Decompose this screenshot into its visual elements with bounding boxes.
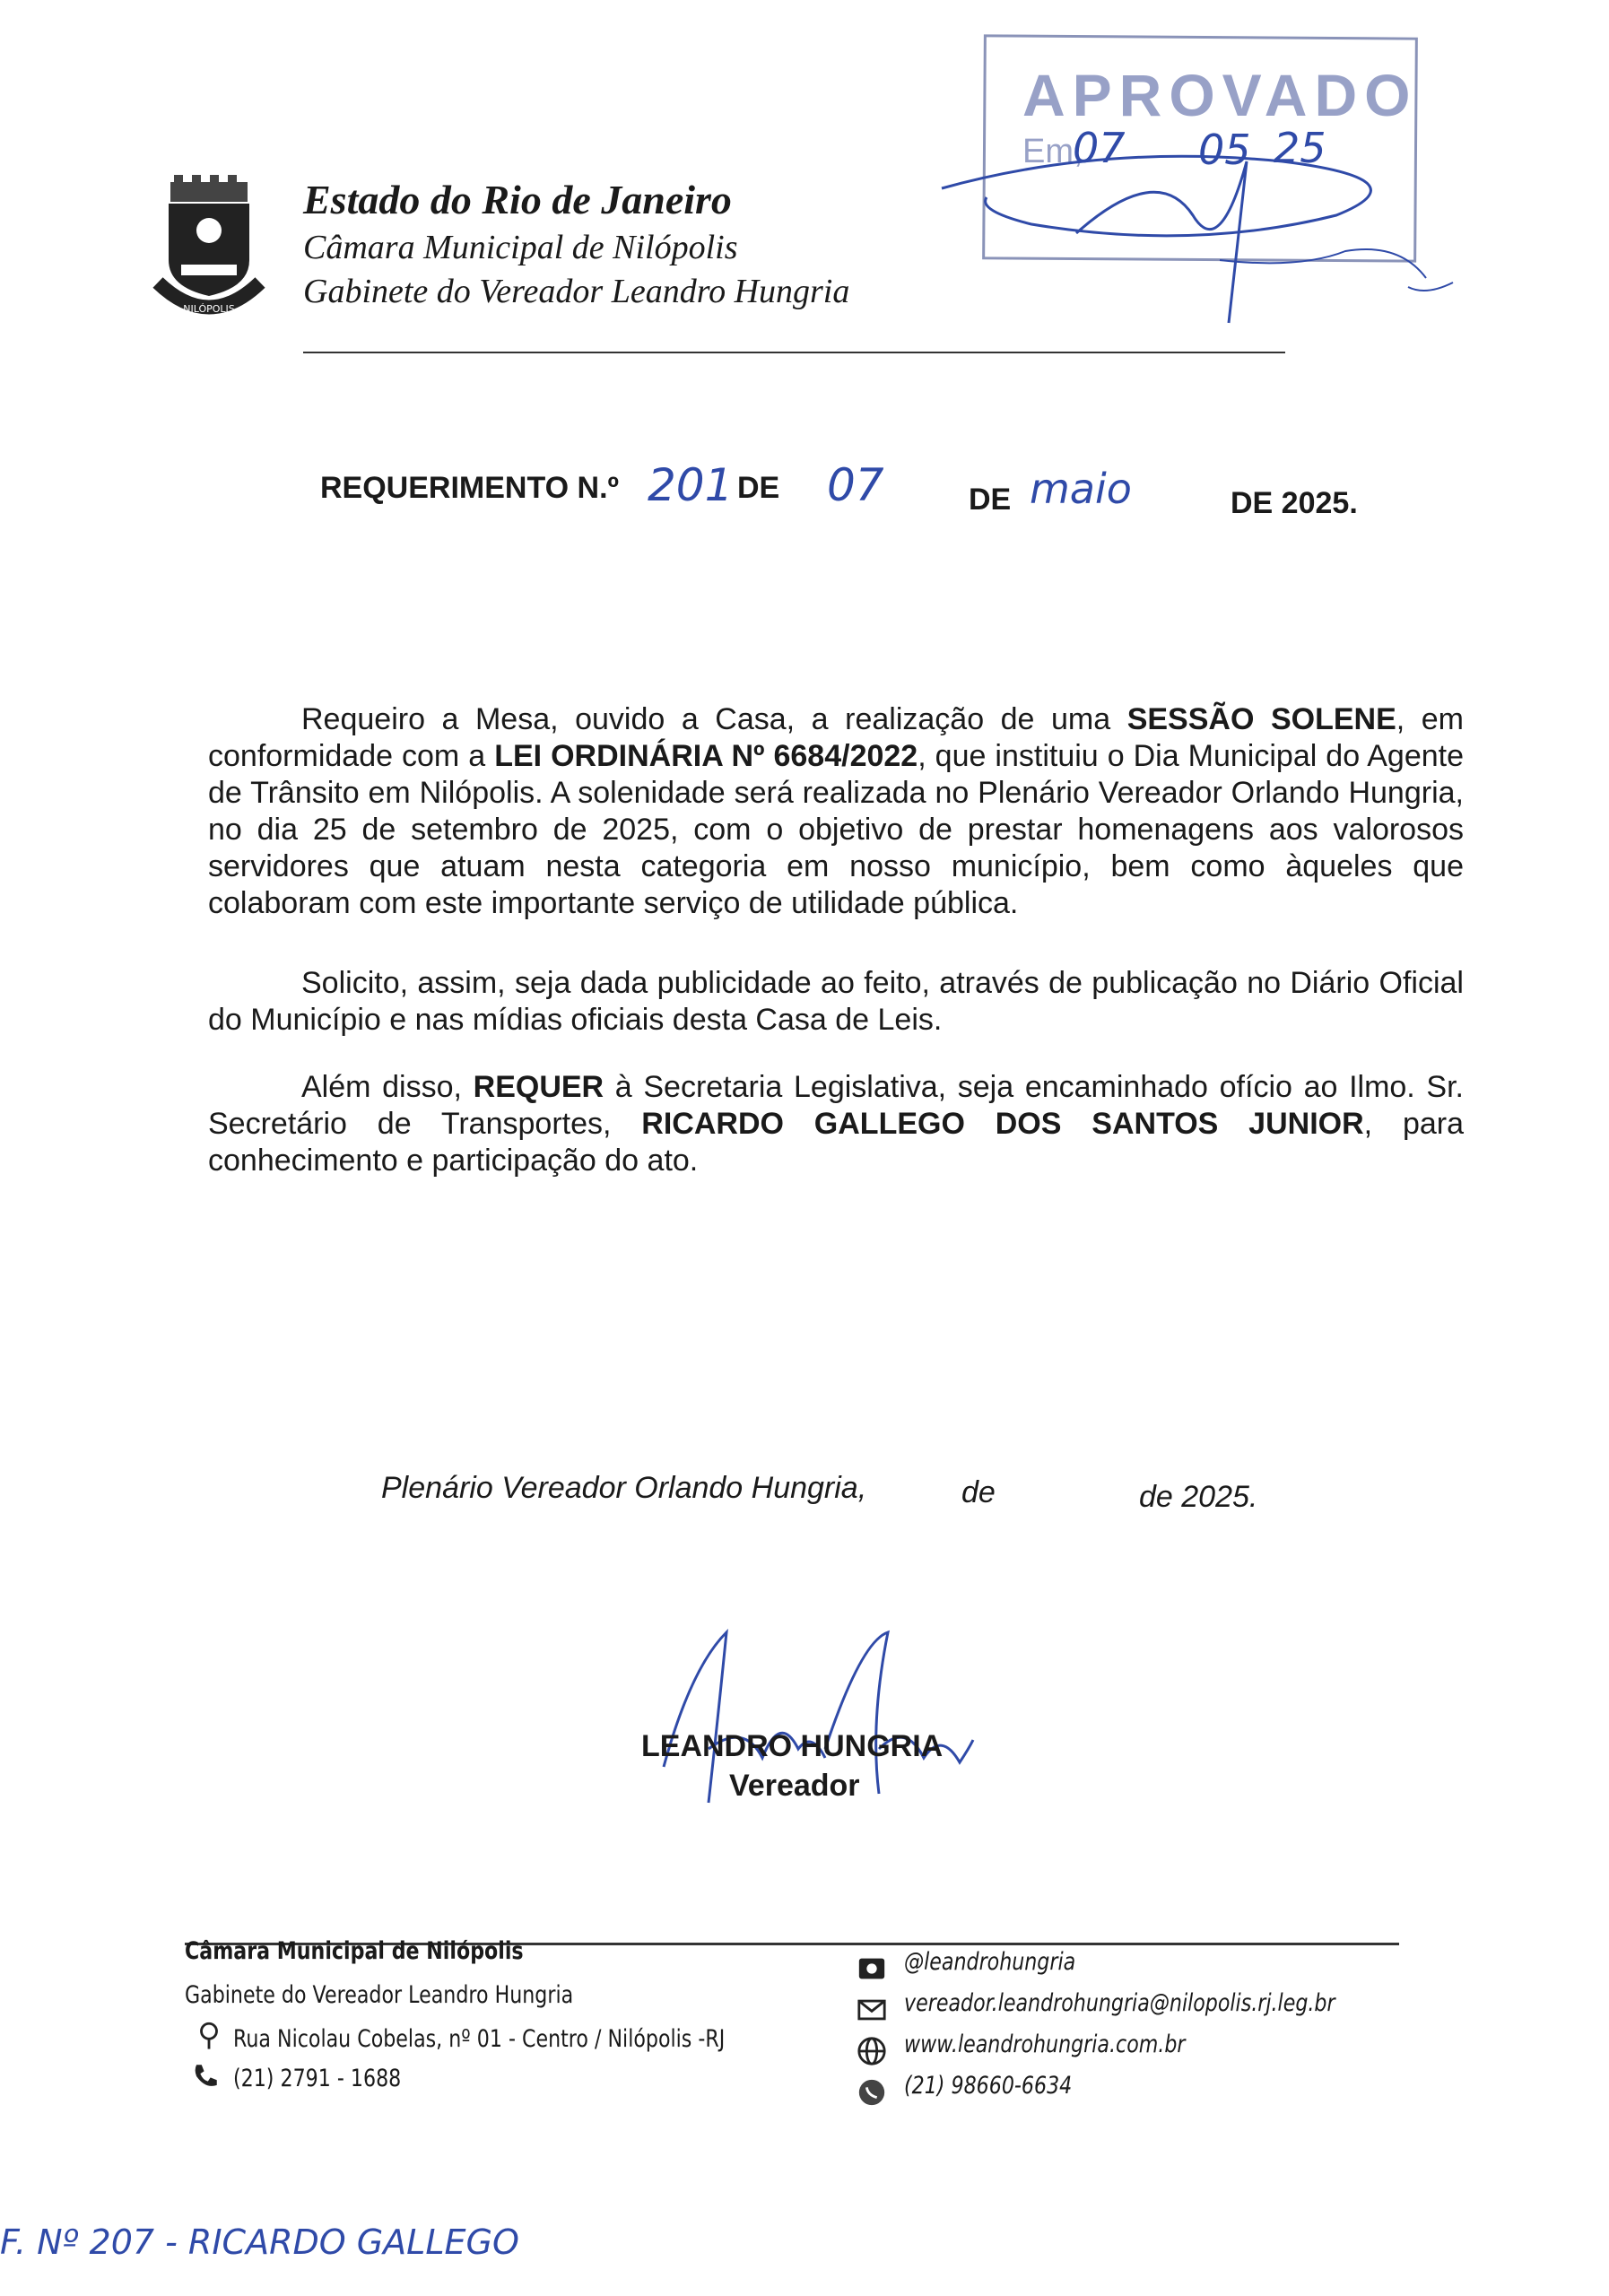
- handwritten-note: F. Nº 207 - RICARDO GALLEGO: [0, 2222, 519, 2262]
- footer-office: Gabinete do Vereador Leandro Hungria: [185, 1981, 574, 2009]
- request-year: DE 2025.: [1231, 486, 1358, 520]
- whatsapp-icon: [857, 2077, 887, 2108]
- body-paragraph-1: Requeiro a Mesa, ouvido a Casa, a realização de uma SESSÃO SOLENE, em conformidade com a LEI ORDINÁRIA Nº 6684/2022, que instituiu o Dia Municipal do Agente de Trânsito em Nilópolis. A solenidade será realizada no Plenário Vereador Orlando Hungria, no dia 25 de setembro de 2025, com o objetivo de prestar homenagens aos valorosos servidores que atuam nesta categoria em nosso município, bem como àqueles que colaboram com este importante serviço de utilidade pública.: [208, 702, 1465, 920]
- stamp-signature-scribble: [924, 108, 1462, 341]
- email-icon: [857, 1995, 887, 2025]
- stamp-day: 07: [1073, 124, 1126, 172]
- stamp-approved-label: APROVADO: [1022, 62, 1418, 128]
- closing-de: de: [961, 1475, 996, 1509]
- signer-role: Vereador: [729, 1769, 860, 1803]
- closing-place: Plenário Vereador Orlando Hungria,: [381, 1471, 867, 1505]
- stamp-em-label: Em,: [1022, 133, 1083, 170]
- request-label: REQUERIMENTO N.º: [320, 471, 619, 505]
- footer-phone: (21) 2791 - 1688: [233, 2065, 402, 2092]
- footer-instagram[interactable]: @leandrohungria: [904, 1948, 1076, 1976]
- request-number: 201: [648, 459, 734, 511]
- globe-icon: [857, 2036, 887, 2066]
- request-day: 07: [827, 459, 884, 511]
- header-chamber: Câmara Municipal de Nilópolis: [303, 229, 738, 266]
- body-paragraph-2: Solicito, assim, seja dada publicidade ao feito, através de publicação no Diário Oficial do Município e nas mídias oficiais desta Casa de Leis.: [208, 966, 1464, 1037]
- signer-name: LEANDRO HUNGRIA: [641, 1729, 944, 1763]
- phone-icon: [190, 2061, 221, 2092]
- location-pin-icon: [194, 2020, 224, 2050]
- body-paragraph-3: Além disso, REQUER à Secretaria Legislativa, seja encaminhado ofício ao Ilmo. Sr. Secretário de Transportes, RICARDO GALLEGO DOS SANTOS JUNIOR, para conhecimento e participação do ato.: [208, 1070, 1464, 1178]
- closing-year: de 2025.: [1139, 1480, 1258, 1514]
- request-de-2: DE: [969, 483, 1012, 517]
- footer-title: Câmara Municipal de Nilópolis: [185, 1937, 524, 1965]
- footer-whatsapp[interactable]: (21) 98660-6634: [904, 2072, 1073, 2100]
- stamp-year: 25: [1274, 124, 1326, 172]
- footer-email[interactable]: vereador.leandrohungria@nilopolis.rj.leg.br: [904, 1989, 1335, 2017]
- municipal-crest-logo: [151, 175, 267, 323]
- footer-address: Rua Nicolau Cobelas, nº 01 - Centro / Nilópolis -RJ: [233, 2025, 726, 2053]
- header-state: Estado do Rio de Janeiro: [303, 177, 732, 222]
- request-de-1: DE: [737, 471, 780, 505]
- instagram-icon: [857, 1953, 887, 1984]
- footer-website[interactable]: www.leandrohungria.com.br: [904, 2031, 1186, 2058]
- request-month: maio: [1030, 465, 1132, 513]
- crest-text: NILÓPOLIS: [183, 303, 235, 315]
- header-office: Gabinete do Vereador Leandro Hungria: [303, 273, 850, 310]
- stamp-month: 05: [1198, 126, 1251, 174]
- header-divider: [303, 352, 1285, 353]
